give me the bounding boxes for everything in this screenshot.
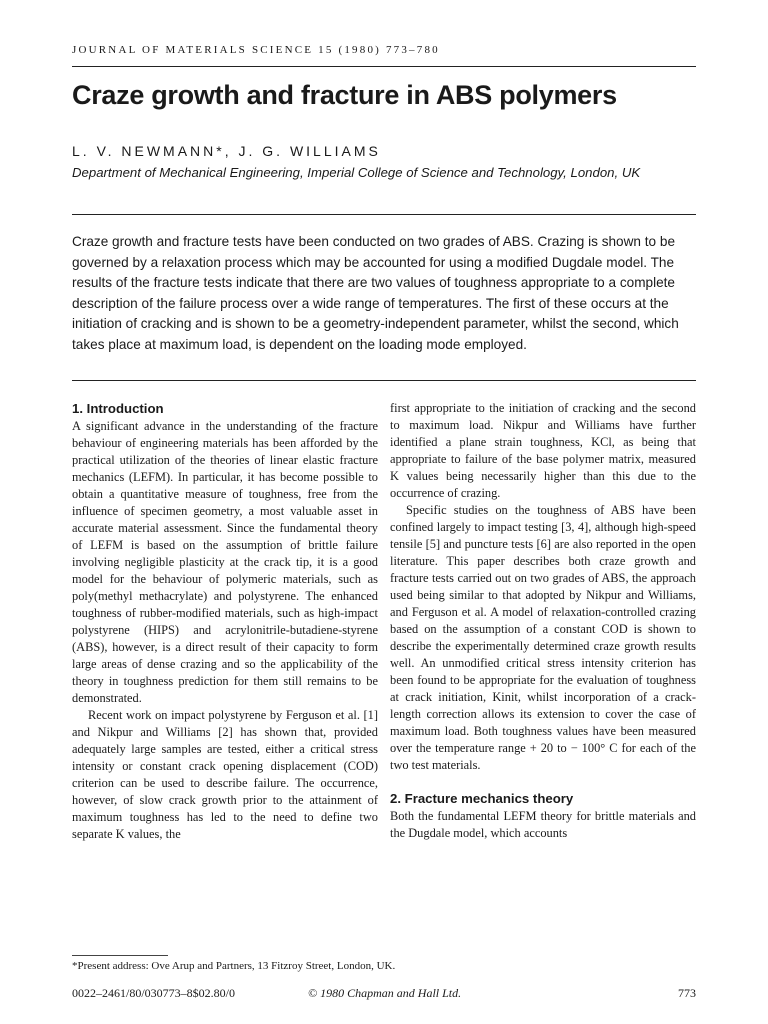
section-heading-introduction: 1. Introduction (72, 401, 164, 416)
abstract (72, 232, 696, 355)
article-code: 0022–2461/80/030773–8$02.80/0 (72, 986, 236, 1000)
paragraph: Specific studies on the toughness of ABS have been confined largely to impact testing [3, 4], although high-speed tensile [5] and puncture tests [6] are also reported in the open literature. This paper describes both craze growth and fracture tests carried out on two grades of ABS, the approach used being similar to that adopted by Nikpur and Williams, and Ferguson et al. A model of relaxation-controlled crazing based on the assumption of a constant COD is shown to describe the experimentally determined craze growth results well. An unmodified critical stress intensity criterion has been found to be appropriate for the evaluation of toughness at crack initiation, Kinit, whilst incorporation of a crack-length correction allows its extension to cover the case of maximum load. Both toughness values have been measured over the temperature range + 20 to − 100° C for each of the two test materials. (390, 503, 696, 772)
header-rule (72, 66, 696, 67)
column-left (72, 400, 378, 843)
paper-title: Craze growth and fracture in ABS polymers (72, 80, 617, 110)
footnote: *Present address: Ove Arup and Partners, 13 Fitzroy Street, London, UK. (72, 960, 396, 972)
paper-page (72, 0, 696, 1024)
abstract-top-rule (72, 214, 696, 215)
paragraph: A significant advance in the understanding of the fracture behaviour of engineering materials has been afforded by the practical utilization of the theories of linear elastic fracture mechanics (LEFM). In particular, it has become possible to obtain a quantitative measure of toughness, free from the influence of specimen geometry, a most valuable asset in accurate material assessment. Since the fundamental theory of LEFM is based on the assumption of brittle failure involving negligible plasticity at the crack tip, it is a good model for the behaviour of polymeric materials, such as poly(methyl methacrylate) and polystyrene. The enhanced toughness of rubber-modified materials, such as high-impact polystyrene (HIPS) and acrylonitrile-butadiene-styrene (ABS), however, is a direct result of their capacity to form large areas of dense crazing and so the applicability of the theory in toughness prediction for them still remains to be demonstrated. (72, 419, 378, 705)
affiliation: Department of Mechanical Engineering, Imperial College of Science and Technology, London, UK (72, 165, 641, 180)
abstract-text: Craze growth and fracture tests have been conducted on two grades of ABS. Crazing is shown to be governed by a relaxation process which may be accounted for using a modified Dugdale model. The results of the fracture tests indicate that there are two values of toughness appropriate to a complete description of the failure process over a wide range of temperatures. The first of these occurs at the initiation of cracking and is shown to be a geometry-independent parameter, whilst the second, which takes place at maximum load, is dependent on the loading mode employed. (72, 234, 679, 352)
footnote-rule (72, 955, 168, 956)
copyright: © 1980 Chapman and Hall Ltd. (308, 986, 462, 1000)
paragraph: Both the fundamental LEFM theory for brittle materials and the Dugdale model, which accounts (390, 809, 696, 840)
column-right (390, 400, 696, 842)
paragraph: first appropriate to the initiation of cracking and the second to maximum load. Nikpur and Williams have further identified a plane strain toughness, KCl, as being that appropriate to failure of the base polymer matrix, measured K values being necessarily higher than this due to the occurrence of crazing. (390, 401, 696, 500)
journal-header: JOURNAL OF MATERIALS SCIENCE 15 (1980) 773–780 (72, 44, 440, 56)
section-heading-theory: 2. Fracture mechanics theory (390, 791, 574, 806)
author-list: L. V. NEWMANN*, J. G. WILLIAMS (72, 143, 381, 159)
paragraph: Recent work on impact polystyrene by Ferguson et al. [1] and Nikpur and Williams [2] has shown that, provided adequately large samples are tested, either a critical stress intensity or constant crack opening displacement (COD) criterion can be used to describe failure. The occurrence, however, of slow crack growth prior to the attainment of maximum toughness has led to the need to define two separate K values, the (72, 708, 378, 841)
abstract-bottom-rule (72, 380, 696, 381)
page-number: 773 (678, 986, 696, 1000)
